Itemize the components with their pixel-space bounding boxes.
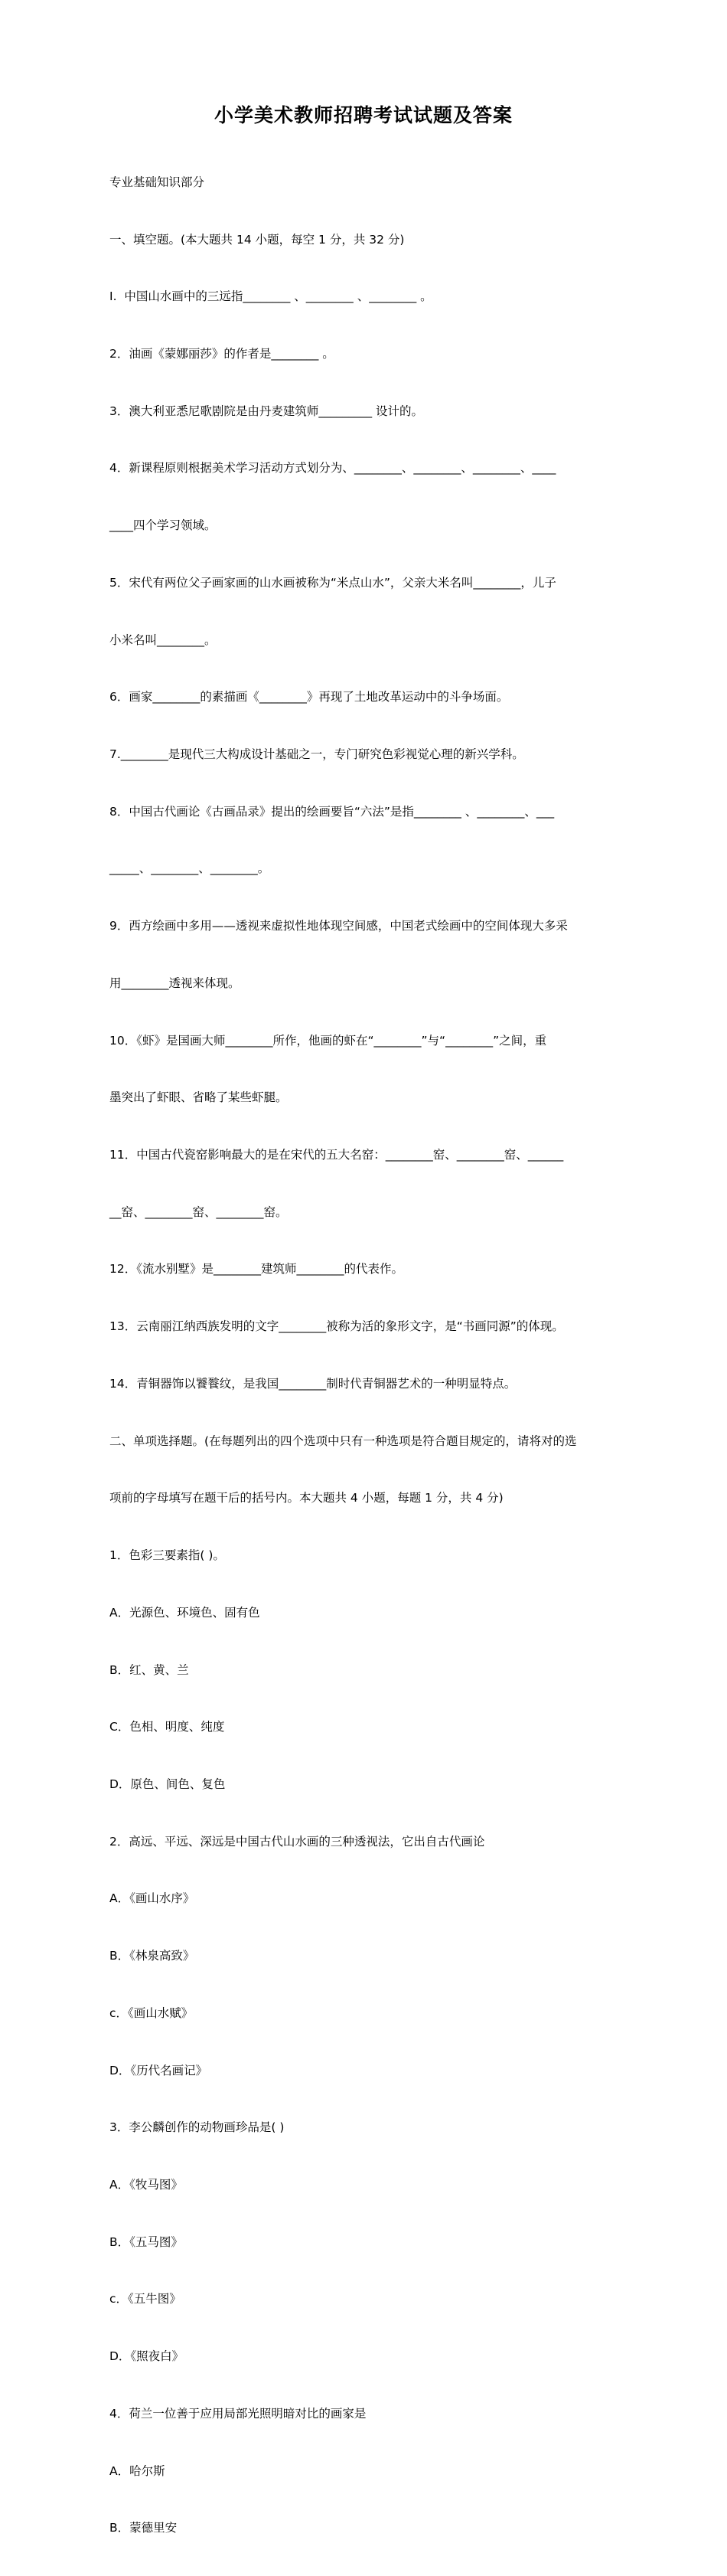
section-subtitle: 专业基础知识部分 — [109, 175, 205, 189]
option-line: c．《五牛图》 — [109, 2292, 181, 2306]
question-line: 3．澳大利亚悉尼歌剧院是由丹麦建筑师_________ 设计的。 — [109, 404, 424, 418]
section-heading-multiple-choice: 项前的字母填写在题干后的括号内。本大题共 4 小题，每题 1 分，共 4 分) — [109, 1491, 504, 1505]
question-line: 1．色彩三要素指( )。 — [109, 1548, 225, 1563]
option-line: D．《照夜白》 — [109, 2349, 184, 2364]
question-line: 8．中国古代画论《古画品录》提出的绘画要旨“六法”是指________ 、________、___ — [109, 804, 555, 819]
question-line: 墨突出了虾眼、省略了某些虾腿。 — [109, 1090, 288, 1105]
question-line: 5．宋代有两位父子画家画的山水画被称为“米点山水”，父亲大米名叫________，儿子 — [109, 575, 556, 590]
question-line: 用________透视来体现。 — [109, 976, 240, 990]
section-heading-fill-in: 一、填空题。(本大题共 14 小题，每空 1 分，共 32 分) — [109, 232, 405, 247]
question-line: ____四个学习领域。 — [109, 518, 217, 533]
question-line: 小米名叫________。 — [109, 633, 217, 647]
option-line: A．《画山水序》 — [109, 1891, 195, 1906]
option-line: D．原色、间色、复色 — [109, 1777, 226, 1791]
option-line: A．《牧马图》 — [109, 2177, 183, 2192]
question-line: 2．油画《蒙娜丽莎》的作者是________ 。 — [109, 346, 334, 361]
option-line: D．《历代名画记》 — [109, 2063, 208, 2077]
option-line: A．光源色、环境色、固有色 — [109, 1605, 260, 1620]
question-line: 13．云南丽江纳西族发明的文字________被称为活的象形文字，是“书画同源”的体现。 — [109, 1319, 564, 1334]
question-line: 4．荷兰一位善于应用局部光照明暗对比的画家是 — [109, 2406, 367, 2421]
section-heading-multiple-choice: 二、单项选择题。(在每题列出的四个选项中只有一种选项是符合题目规定的，请将对的选 — [109, 1433, 577, 1448]
option-line: B．蒙德里安 — [109, 2521, 178, 2535]
question-line: _____、________、________。 — [109, 861, 270, 876]
question-line: I. 中国山水画中的三远指________ 、________ 、________ 。 — [109, 289, 432, 304]
question-line: 6．画家________的素描画《________》再现了土地改革运动中的斗争场面。 — [109, 690, 509, 704]
question-line: 12．《流水别墅》是________建筑师________的代表作。 — [109, 1262, 403, 1277]
document-title: 小学美术教师招聘考试试题及答案 — [214, 104, 513, 126]
question-line: 7.________是现代三大构成设计基础之一，专门研究色彩视觉心理的新兴学科。 — [109, 747, 524, 761]
option-line: c．《画山水赋》 — [109, 2006, 194, 2020]
option-line: C．色相、明度、纯度 — [109, 1720, 225, 1734]
option-line: B．《五马图》 — [109, 2234, 183, 2249]
question-line: 10．《虾》是国画大师________所作，他画的虾在“________”与“________”之间，重 — [109, 1033, 547, 1048]
option-line: B．红、黄、兰 — [109, 1662, 189, 1677]
question-line: 14．青铜器饰以饕餮纹，是我国________制时代青铜器艺术的一种明显特点。 — [109, 1376, 517, 1391]
question-line: 4．新课程原则根据美术学习活动方式划分为、________、________、________、____ — [109, 461, 556, 476]
question-line: 11．中国古代瓷窑影响最大的是在宋代的五大名窑：________窑、________窑、______ — [109, 1148, 564, 1162]
question-line: 2．高远、平远、深远是中国古代山水画的三种透视法，它出自古代画论 — [109, 1834, 485, 1849]
option-line: A．哈尔斯 — [109, 2463, 165, 2478]
document-body — [109, 135, 621, 2576]
question-line: 3．李公麟创作的动物画珍品是( ) — [109, 2120, 285, 2135]
option-line: B．《林泉高致》 — [109, 1949, 195, 1963]
question-line: 9．西方绘画中多用——透视来虚拟性地体现空间感，中国老式绘画中的空间体现大多采 — [109, 919, 568, 933]
question-line: __窑、________窑、________窑。 — [109, 1205, 288, 1219]
